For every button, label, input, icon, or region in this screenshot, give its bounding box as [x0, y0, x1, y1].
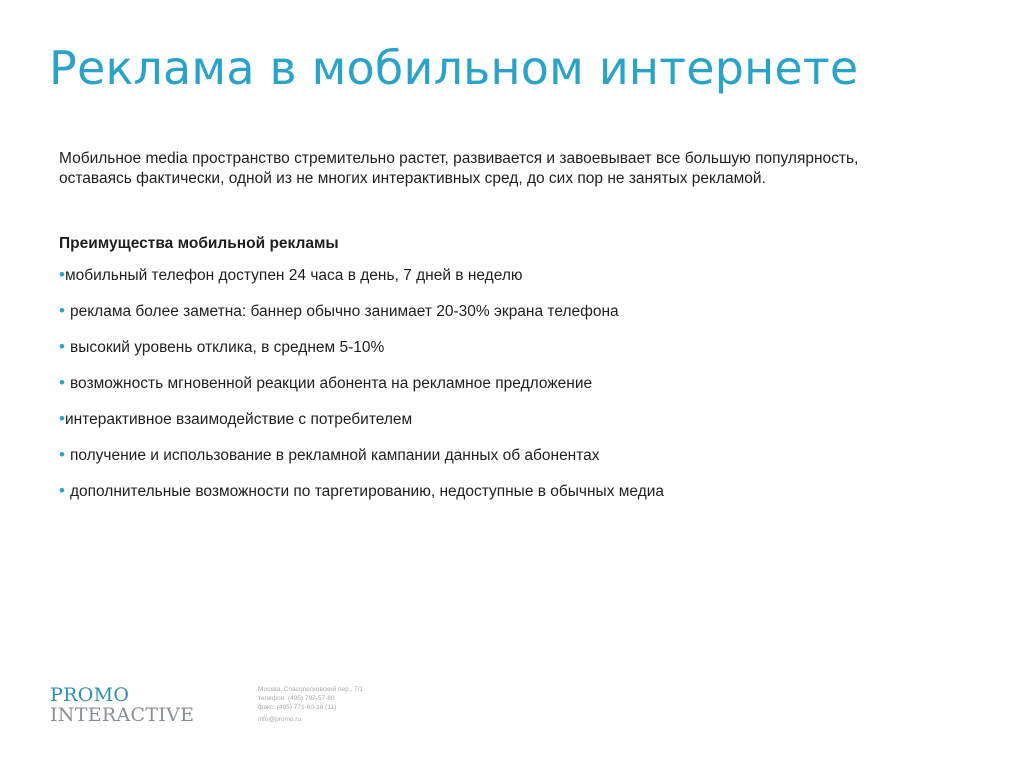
list-item-text: реклама более заметна: баннер обычно занимает 20-30% экрана телефона [69, 303, 619, 320]
logo-line-promo: PROMO [50, 684, 130, 706]
list-item-text: возможность мгновенной реакции абонента на рекламное предложение [69, 375, 593, 392]
bullet-icon: • [59, 301, 65, 320]
list-item [59, 445, 959, 481]
list-item-text: получение и использование в рекламной кампании данных об абонентах [69, 447, 600, 464]
list-item [59, 301, 959, 337]
logo-line-interactive: INTERACTIVE [50, 704, 195, 726]
list-item [59, 373, 959, 409]
list-item-text: интерактивное взаимодействие с потребителем [64, 411, 413, 428]
list-item [59, 409, 959, 445]
bullet-icon: • [59, 445, 65, 464]
intro-paragraph: Мобильное media пространство стремительно растет, развивается и завоевывает все большую популярность, оставаясь фактически, одной из не многих интерактивных сред, до сих пор не занятых рекламой. [59, 150, 859, 187]
footer-fax: факс: (495) 771-60-18 (11) [258, 704, 337, 712]
advantages-heading: Преимущества мобильной рекламы [59, 235, 339, 252]
bullet-icon: • [59, 409, 65, 428]
list-item [59, 481, 959, 517]
footer-email: info@promo.ru [258, 715, 302, 723]
footer-address: Москва, Спасопесковский пер., 7/1 [258, 686, 364, 693]
list-item-text: мобильный телефон доступен 24 часа в день, 7 дней в неделю [64, 267, 523, 284]
footer-contacts [258, 685, 363, 724]
bullet-icon: • [59, 265, 65, 284]
promo-interactive-logo [50, 686, 194, 725]
list-item-text: высокий уровень отклика, в среднем 5-10% [69, 339, 385, 356]
list-item-text: дополнительные возможности по таргетированию, недоступные в обычных медиа [69, 483, 665, 500]
bullet-icon: • [59, 337, 65, 356]
bullet-icon: • [59, 373, 65, 392]
slide-title: Реклама в мобильном интернете [49, 41, 859, 95]
list-item [59, 337, 959, 373]
list-item [59, 265, 959, 301]
bullet-icon: • [59, 481, 65, 500]
footer-phone: телефон: (495) 797-57-80 [258, 695, 335, 703]
advantages-list [59, 265, 959, 517]
